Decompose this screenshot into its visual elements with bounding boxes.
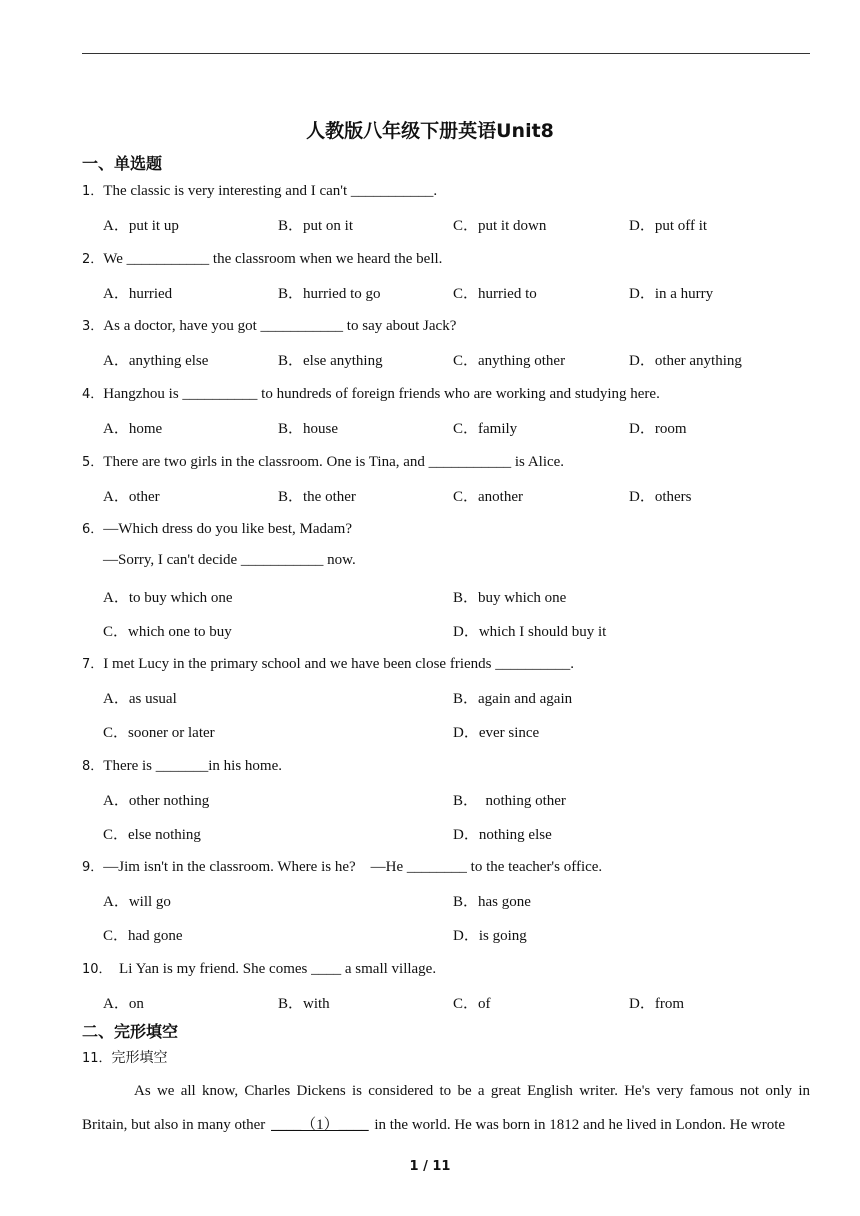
question-text: I met Lucy in the primary school and we have been close friends __________. (103, 656, 574, 672)
question-number: 8． (82, 759, 104, 774)
option-c: C．had gone (103, 928, 183, 944)
question-number: 9． (82, 860, 104, 875)
option-d: D．room (629, 421, 687, 437)
option-d: D．from (629, 996, 684, 1012)
option-d: D．which I should buy it (453, 624, 607, 640)
option-c: C．anything other (453, 353, 566, 369)
header-rule (82, 53, 810, 54)
option-a: A．hurried (103, 286, 173, 302)
page-number: 1 / 11 (409, 1159, 451, 1174)
option-d: D．in a hurry (629, 286, 714, 302)
question-6 (82, 518, 352, 538)
question-text: Li Yan is my friend. She comes ____ a small village. (111, 961, 437, 977)
option-b: B．hurried to go (278, 286, 381, 302)
option-a: A．other nothing (103, 793, 210, 809)
question-7 (82, 653, 574, 673)
question-text: —Which dress do you like best, Madam? (103, 521, 352, 537)
option-d: D．nothing else (453, 827, 552, 843)
option-c: C．else nothing (103, 827, 201, 843)
option-c: C．put it down (453, 218, 547, 234)
option-c: C．of (453, 996, 491, 1012)
option-c: C．hurried to (453, 286, 537, 302)
question-text: There is _______in his home. (103, 758, 283, 774)
option-a: A．other (103, 489, 160, 505)
option-b: B．else anything (278, 353, 383, 369)
question-5 (82, 451, 564, 471)
option-b: B． nothing other (453, 793, 566, 809)
question-4 (82, 383, 660, 403)
question-label: 完形填空 (111, 1050, 168, 1066)
option-a: A．on (103, 996, 144, 1012)
option-d: D．ever since (453, 725, 540, 741)
cloze-blank-1: ____（1）____ (271, 1117, 369, 1133)
passage-text: in the world. He was born in 1812 and he lived in London. He wrote (370, 1117, 786, 1133)
question-text: The classic is very interesting and I can't ___________. (103, 183, 438, 199)
question-number: 3． (82, 319, 104, 334)
option-c: C．another (453, 489, 523, 505)
option-a: A．as usual (103, 691, 177, 707)
option-d: D．other anything (629, 353, 742, 369)
option-b: B．the other (278, 489, 356, 505)
option-c: C．which one to buy (103, 624, 232, 640)
question-1 (82, 180, 437, 200)
option-a: A．will go (103, 894, 171, 910)
option-c: C．sooner or later (103, 725, 215, 741)
question-number: 5． (82, 455, 104, 470)
option-b: B．has gone (453, 894, 531, 910)
question-number: 2． (82, 252, 104, 267)
option-b: B．with (278, 996, 330, 1012)
passage-text: As we all know, Charles Dickens is considered to be a great English writer. He's very famous not only in Britain, but also in many other (82, 1083, 810, 1133)
question-number: 11． (82, 1051, 112, 1066)
question-text: There are two girls in the classroom. One is Tina, and ___________ is Alice. (103, 454, 565, 470)
question-text: —Jim isn't in the classroom. Where is he? —He ________ to the teacher's office. (103, 859, 603, 875)
question-2 (82, 248, 442, 268)
question-number: 7． (82, 657, 104, 672)
question-number: 1． (82, 184, 104, 199)
question-8 (82, 755, 282, 775)
question-6-line-2: —Sorry, I can't decide ___________ now. (103, 552, 356, 568)
option-a: A．home (103, 421, 163, 437)
option-d: D．is going (453, 928, 527, 944)
option-b: B．again and again (453, 691, 573, 707)
option-b: B．house (278, 421, 339, 437)
option-b: B．put on it (278, 218, 354, 234)
question-text: As a doctor, have you got ___________ to say about Jack? (103, 318, 457, 334)
question-number: 10． (82, 962, 112, 977)
option-c: C．family (453, 421, 518, 437)
option-a: A．put it up (103, 218, 179, 234)
section-heading-cloze: 二、完形填空 (82, 1022, 179, 1041)
option-d: D．put off it (629, 218, 708, 234)
option-a: A．anything else (103, 353, 209, 369)
question-3 (82, 315, 456, 335)
page-title: 人教版八年级下册英语Unit8 (306, 120, 554, 142)
question-number: 4． (82, 387, 104, 402)
cloze-passage (82, 1074, 810, 1142)
option-b: B．buy which one (453, 590, 567, 606)
question-text: We ___________ the classroom when we heard the bell. (103, 251, 443, 267)
option-a: A．to buy which one (103, 590, 233, 606)
question-11 (82, 1047, 168, 1067)
question-9 (82, 856, 602, 876)
section-heading-single-choice: 一、单选题 (82, 154, 163, 173)
question-number: 6． (82, 522, 104, 537)
question-10 (82, 958, 436, 978)
question-text: Hangzhou is __________ to hundreds of foreign friends who are working and studying here. (103, 386, 660, 402)
option-d: D．others (629, 489, 692, 505)
